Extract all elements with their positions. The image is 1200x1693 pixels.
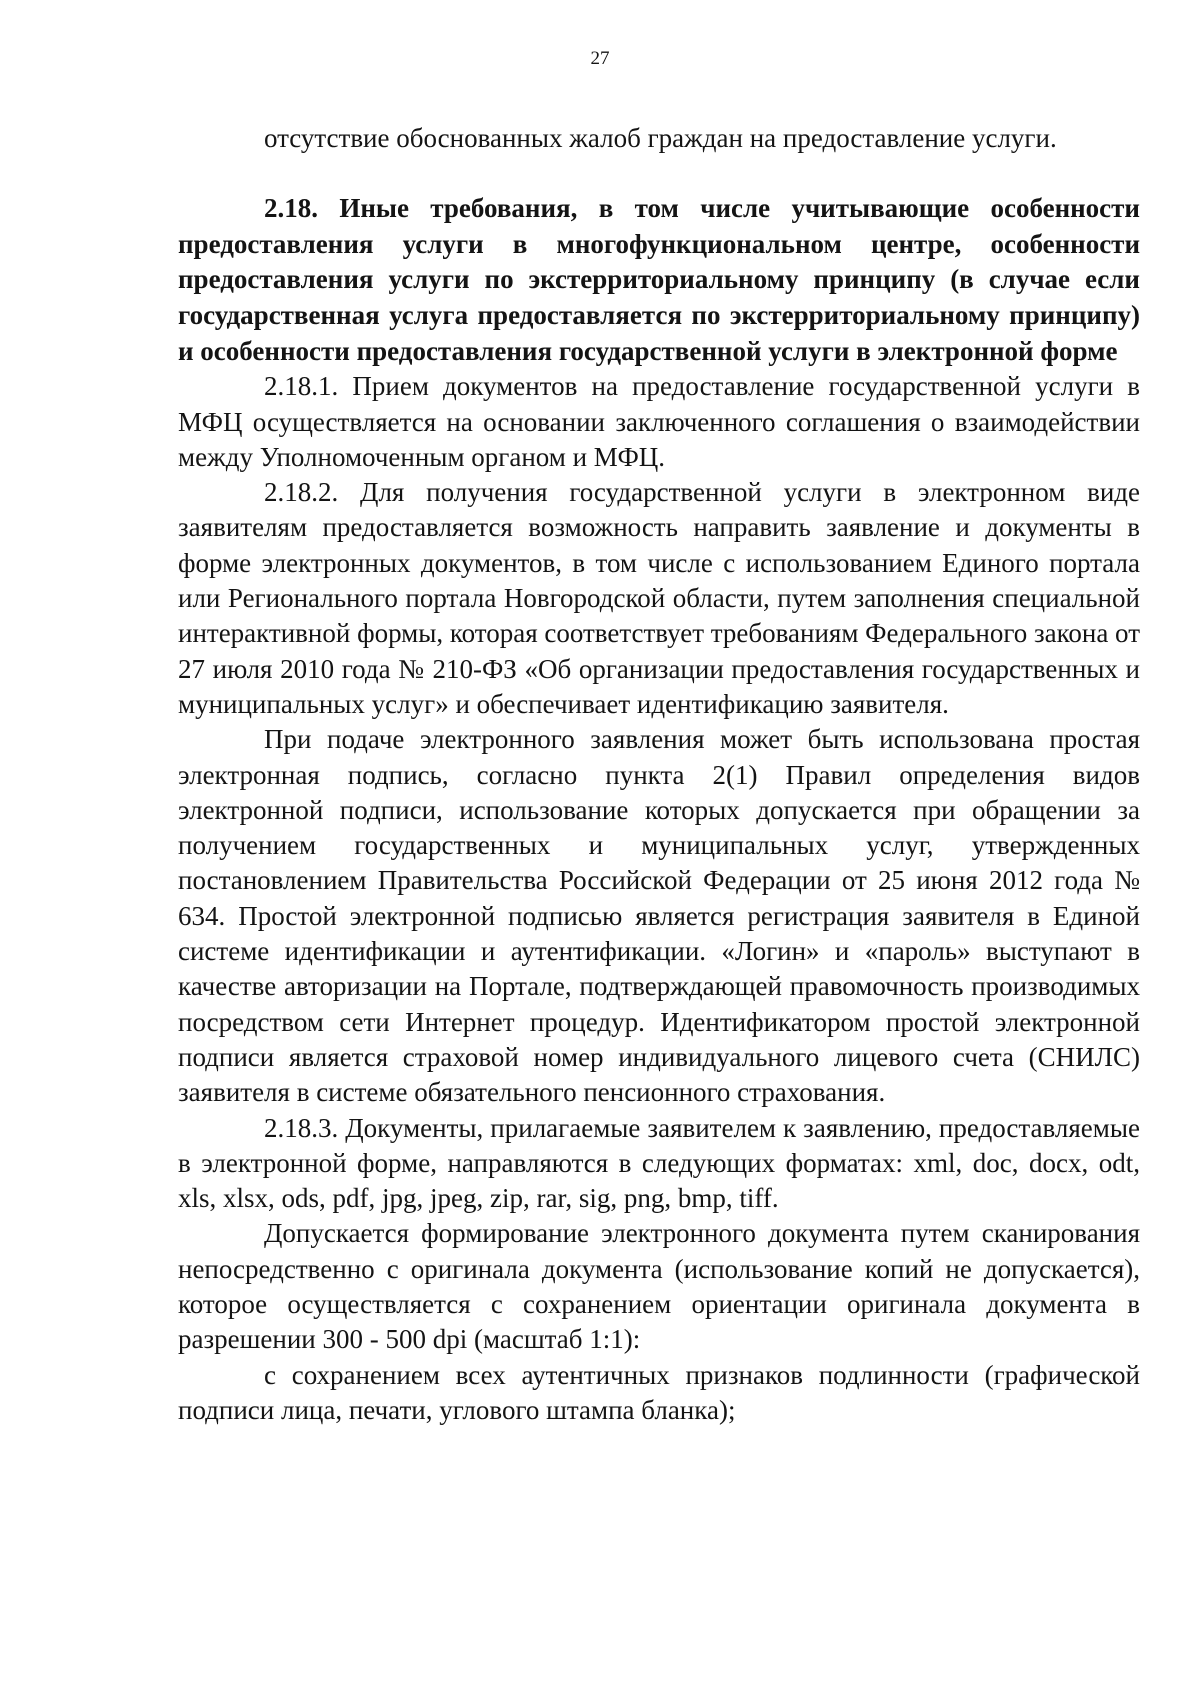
paragraph-2-18-3: 2.18.3. Документы, прилагаемые заявителем к заявлению, предоставляемые в электронной форме, направляются в следующих форматах: xml, doc, docx, odt, xls, xlsx, ods, pdf, jpg, jpeg, zip, rar, sig, png, bmp, tiff. [178, 1112, 1140, 1214]
page-number: 27 [590, 48, 610, 69]
paragraph-scanning: Допускается формирование электронного документа путем сканирования непосредственно с оригинала документа (использование копий не допускается), которое осуществляется с сохранением ориентации оригинала документа в разрешении 300 - 500 dpi (масштаб 1:1): [178, 1218, 1140, 1355]
paragraph-2-18-2: 2.18.2. Для получения государственной услуги в электронном виде заявителям предоставляется возможность направить заявление и документы в форме электронных документов, в том числе с использованием Единого портала или Регионального портала Новгородской области, путем заполнения специальной интерактивной формы, которая соответствует требованиям Федерального закона от 27 июля 2010 года № 210-ФЗ «Об организации предоставления государственных и муниципальных услуг» и обеспечивает идентификацию заявителя. [178, 477, 1140, 719]
paragraph-no-complaints: отсутствие обоснованных жалоб граждан на предоставление услуги. [264, 123, 1057, 153]
paragraph-2-18-1: 2.18.1. Прием документов на предоставление государственной услуги в МФЦ осуществляется на основании заключенного соглашения о взаимодействии между Уполномоченным органом и МФЦ. [178, 371, 1140, 472]
paragraph-electronic-signature: При подаче электронного заявления может быть использована простая электронная подпись, согласно пункта 2(1) Правил определения видов электронной подписи, использование которых допускается при обращении за получением государственных и муниципальных услуг, утвержденных постановлением Правительства Российской Федерации от 25 июня 2012 года № 634. Простой электронной подписью является регистрация заявителя в Единой системе идентификации и аутентификации. «Логин» и «пароль» выступают в качестве авторизации на Портале, подтверждающей правомочность производимых посредством сети Интернет процедур. Идентификатором простой электронной подписи является страховой номер индивидуального лицевого счета (СНИЛС) заявителя в системе обязательного пенсионного страхования. [178, 724, 1140, 1108]
document-body [178, 121, 1140, 1428]
section-heading-2-18: 2.18. Иные требования, в том числе учитывающие особенности предоставления услуги в многофункциональном центре, особенности предоставления услуги по экстерриториальному принципу (в случае если государственная услуга предоставляется по экстерриториальному принципу) и особенности предоставления государственной услуги в электронной форме [178, 193, 1140, 366]
paragraph-authenticity: с сохранением всех аутентичных признаков подлинности (графической подписи лица, печати, углового штампа бланка); [178, 1359, 1140, 1425]
